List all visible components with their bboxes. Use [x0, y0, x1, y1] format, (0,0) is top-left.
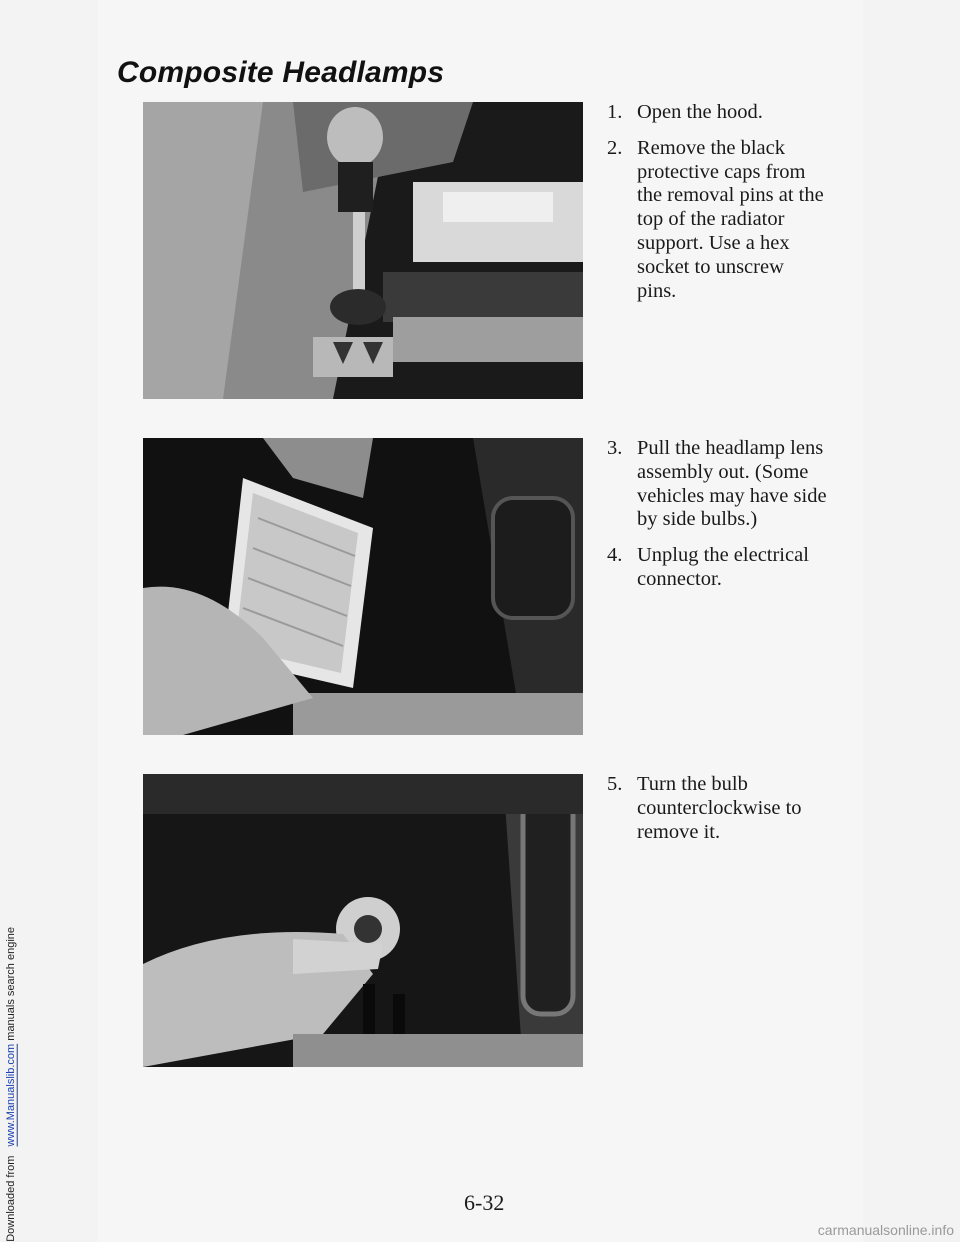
steps-group-3	[607, 773, 827, 856]
page-number: 6-32	[464, 1190, 505, 1215]
download-sidebar	[0, 0, 22, 1242]
manualslib-link[interactable]: www.Manualslib.com	[5, 1044, 17, 1147]
step-item	[607, 544, 827, 592]
page-title: Composite Headlamps	[117, 56, 445, 89]
watermark: carmanualsonline.info	[817, 1222, 954, 1238]
photo-open-hood	[143, 102, 583, 399]
photo-bulb-removal	[143, 774, 583, 1067]
step-number: 5.	[607, 773, 623, 795]
download-note	[5, 915, 17, 1242]
step-text: Pull the headlamp lens assembly out. (Some vehicles may have side by side bulbs.)	[637, 437, 827, 531]
step-item	[607, 101, 827, 125]
step-text: Open the hood.	[637, 101, 763, 123]
step-item	[607, 437, 827, 532]
step-number: 3.	[607, 437, 623, 459]
step-item	[607, 137, 827, 304]
step-number: 4.	[607, 544, 623, 567]
photo-headlamp-assembly	[143, 438, 583, 735]
steps-group-2	[607, 437, 827, 604]
download-prefix: Downloaded from	[5, 1152, 17, 1242]
step-text: Turn the bulb counterclockwise to remove it.	[637, 773, 802, 843]
step-item	[607, 773, 827, 844]
download-suffix: manuals search engine	[5, 927, 17, 1045]
step-number: 2.	[607, 136, 623, 159]
step-text: Unplug the electrical connector.	[637, 544, 809, 590]
step-text: Remove the black protective caps from the removal pins at the top of the radiator support. Use a hex socket to unscrew pins.	[637, 136, 824, 302]
step-number: 1.	[607, 101, 623, 123]
steps-group-1	[607, 101, 827, 315]
